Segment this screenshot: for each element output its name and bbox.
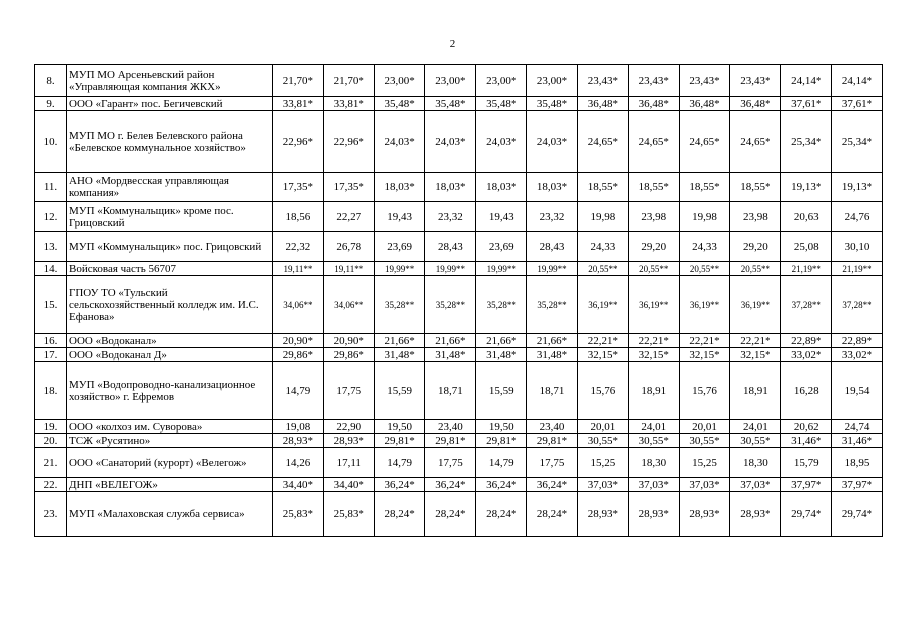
tariff-value: 21,66* — [425, 334, 476, 348]
tariff-value: 36,24* — [476, 478, 527, 492]
tariff-value: 37,03* — [730, 478, 781, 492]
tariff-value: 21,70* — [323, 65, 374, 97]
tariff-value: 23,40 — [425, 420, 476, 434]
tariff-value: 20,55** — [577, 262, 628, 276]
tariff-value: 29,20 — [730, 232, 781, 262]
tariff-value: 24,76 — [832, 202, 883, 232]
tariff-value: 16,28 — [781, 362, 832, 420]
tariff-value: 33,02* — [781, 348, 832, 362]
tariff-value: 19,13* — [832, 173, 883, 202]
table-row — [35, 334, 883, 348]
table-row — [35, 262, 883, 276]
row-number: 11. — [35, 173, 67, 202]
tariff-value: 33,81* — [273, 97, 324, 111]
tariff-value: 22,21* — [577, 334, 628, 348]
tariff-value: 29,81* — [425, 434, 476, 448]
tariff-value: 24,14* — [781, 65, 832, 97]
tariff-value: 19,98 — [679, 202, 730, 232]
tariff-value: 37,61* — [832, 97, 883, 111]
tariff-value: 36,24* — [527, 478, 578, 492]
tariff-value: 34,40* — [273, 478, 324, 492]
tariff-value: 18,55* — [730, 173, 781, 202]
tariff-value: 31,48* — [527, 348, 578, 362]
tariff-value: 24,65* — [628, 111, 679, 173]
tariff-value: 35,28** — [527, 276, 578, 334]
tariff-value: 19,99** — [374, 262, 425, 276]
tariff-value: 20,62 — [781, 420, 832, 434]
row-number: 22. — [35, 478, 67, 492]
tariff-value: 36,48* — [730, 97, 781, 111]
organization-name: МУП «Водопроводно-канализационное хозяйство» г. Ефремов — [67, 362, 273, 420]
tariff-value: 20,55** — [730, 262, 781, 276]
tariff-value: 23,43* — [628, 65, 679, 97]
tariff-value: 15,25 — [679, 448, 730, 478]
table-row — [35, 97, 883, 111]
tariff-value: 23,40 — [527, 420, 578, 434]
tariff-value: 30,55* — [679, 434, 730, 448]
tariff-value: 29,81* — [527, 434, 578, 448]
organization-name: ООО «Водоканал» — [67, 334, 273, 348]
tariff-value: 37,97* — [832, 478, 883, 492]
organization-name: МУП «Коммунальщик» кроме пос. Грицовский — [67, 202, 273, 232]
tariff-value: 19,99** — [425, 262, 476, 276]
tariff-value: 19,54 — [832, 362, 883, 420]
tariff-value: 24,03* — [374, 111, 425, 173]
tariff-value: 19,98 — [577, 202, 628, 232]
row-number: 17. — [35, 348, 67, 362]
tariff-value: 29,81* — [476, 434, 527, 448]
tariff-value: 22,32 — [273, 232, 324, 262]
tariff-value: 24,03* — [476, 111, 527, 173]
tariff-value: 23,98 — [730, 202, 781, 232]
tariff-value: 15,59 — [476, 362, 527, 420]
tariff-value: 14,79 — [374, 448, 425, 478]
tariff-value: 25,83* — [323, 492, 374, 537]
tariff-value: 19,43 — [476, 202, 527, 232]
tariff-value: 19,13* — [781, 173, 832, 202]
tariff-value: 18,30 — [628, 448, 679, 478]
tariff-value: 15,76 — [679, 362, 730, 420]
tariff-value: 14,79 — [273, 362, 324, 420]
tariff-value: 31,48* — [374, 348, 425, 362]
tariff-value: 17,75 — [425, 448, 476, 478]
tariff-value: 21,66* — [476, 334, 527, 348]
tariff-value: 35,48* — [527, 97, 578, 111]
organization-name: ТСЖ «Русятино» — [67, 434, 273, 448]
tariff-value: 32,15* — [730, 348, 781, 362]
table-row — [35, 434, 883, 448]
tariff-value: 24,01 — [628, 420, 679, 434]
tariff-value: 30,55* — [730, 434, 781, 448]
tariff-value: 22,27 — [323, 202, 374, 232]
tariff-value: 18,03* — [527, 173, 578, 202]
tariff-value: 23,43* — [679, 65, 730, 97]
tariff-value: 15,79 — [781, 448, 832, 478]
tariff-value: 23,69 — [374, 232, 425, 262]
tariff-value: 29,74* — [781, 492, 832, 537]
organization-name: ООО «Водоканал Д» — [67, 348, 273, 362]
tariff-value: 24,03* — [527, 111, 578, 173]
tariff-value: 35,28** — [476, 276, 527, 334]
tariff-value: 28,24* — [425, 492, 476, 537]
tariff-value: 19,11** — [273, 262, 324, 276]
organization-name: Войсковая часть 56707 — [67, 262, 273, 276]
tariff-value: 37,03* — [577, 478, 628, 492]
tariff-value: 35,48* — [476, 97, 527, 111]
tariff-value: 20,55** — [679, 262, 730, 276]
tariff-value: 23,32 — [425, 202, 476, 232]
row-number: 16. — [35, 334, 67, 348]
tariff-value: 34,40* — [323, 478, 374, 492]
tariff-value: 22,96* — [323, 111, 374, 173]
row-number: 13. — [35, 232, 67, 262]
tariff-value: 31,46* — [832, 434, 883, 448]
tariff-value: 29,81* — [374, 434, 425, 448]
tariff-value: 21,70* — [273, 65, 324, 97]
tariff-value: 24,65* — [577, 111, 628, 173]
tariff-value: 36,19** — [628, 276, 679, 334]
tariff-value: 29,74* — [832, 492, 883, 537]
tariff-value: 37,28** — [832, 276, 883, 334]
tariff-value: 34,06** — [323, 276, 374, 334]
organization-name: ДНП «ВЕЛЕГОЖ» — [67, 478, 273, 492]
tariff-value: 29,20 — [628, 232, 679, 262]
tariff-value: 24,33 — [577, 232, 628, 262]
tariff-value: 28,93* — [273, 434, 324, 448]
organization-name: ООО «колхоз им. Суворова» — [67, 420, 273, 434]
tariff-value: 18,91 — [628, 362, 679, 420]
tariff-value: 30,55* — [628, 434, 679, 448]
row-number: 9. — [35, 97, 67, 111]
tariff-value: 25,34* — [832, 111, 883, 173]
row-number: 10. — [35, 111, 67, 173]
tariff-value: 19,43 — [374, 202, 425, 232]
tariff-value: 33,81* — [323, 97, 374, 111]
tariff-value: 23,43* — [577, 65, 628, 97]
tariff-value: 20,90* — [323, 334, 374, 348]
tariff-value: 20,90* — [273, 334, 324, 348]
tariff-value: 20,55** — [628, 262, 679, 276]
tariff-value: 31,48* — [476, 348, 527, 362]
table-row — [35, 202, 883, 232]
tariff-value: 24,01 — [730, 420, 781, 434]
row-number: 14. — [35, 262, 67, 276]
tariff-value: 37,97* — [781, 478, 832, 492]
page-number: 2 — [449, 38, 456, 50]
tariff-value: 28,93* — [730, 492, 781, 537]
tariff-value: 18,71 — [527, 362, 578, 420]
organization-name: ГПОУ ТО «Тульский сельскохозяйственный колледж им. И.С. Ефанова» — [67, 276, 273, 334]
tariff-value: 17,35* — [323, 173, 374, 202]
organization-name: МУП «Малаховская служба сервиса» — [67, 492, 273, 537]
tariff-value: 20,01 — [679, 420, 730, 434]
tariff-value: 17,35* — [273, 173, 324, 202]
tariff-value: 23,32 — [527, 202, 578, 232]
tariff-value: 37,03* — [628, 478, 679, 492]
tariff-value: 30,10 — [832, 232, 883, 262]
tariff-value: 36,19** — [577, 276, 628, 334]
organization-name: МУП МО Арсеньевский район «Управляющая компания ЖКХ» — [67, 65, 273, 97]
tariff-value: 34,06** — [273, 276, 324, 334]
tariff-value: 25,34* — [781, 111, 832, 173]
table-row — [35, 478, 883, 492]
organization-name: МУП МО г. Белев Белевского района «Белевское коммунальное хозяйство» — [67, 111, 273, 173]
table-row — [35, 362, 883, 420]
tariff-value: 18,71 — [425, 362, 476, 420]
tariff-value: 22,90 — [323, 420, 374, 434]
tariff-value: 20,63 — [781, 202, 832, 232]
tariff-value: 28,93* — [628, 492, 679, 537]
tariff-value: 24,65* — [679, 111, 730, 173]
tariff-value: 36,48* — [628, 97, 679, 111]
tariff-value: 23,00* — [425, 65, 476, 97]
tariff-value: 25,08 — [781, 232, 832, 262]
tariff-value: 29,86* — [273, 348, 324, 362]
organization-name: МУП «Коммунальщик» пос. Грицовский — [67, 232, 273, 262]
tariff-value: 22,21* — [730, 334, 781, 348]
tariff-value: 18,03* — [476, 173, 527, 202]
tariff-value: 36,24* — [374, 478, 425, 492]
row-number: 19. — [35, 420, 67, 434]
tariff-value: 22,21* — [628, 334, 679, 348]
tariff-value: 36,48* — [577, 97, 628, 111]
table-row — [35, 232, 883, 262]
tariff-value: 23,69 — [476, 232, 527, 262]
tariff-value: 21,19** — [832, 262, 883, 276]
tariff-value: 24,33 — [679, 232, 730, 262]
tariff-value: 18,03* — [374, 173, 425, 202]
tariff-value: 36,19** — [679, 276, 730, 334]
table-row — [35, 65, 883, 97]
tariff-value: 19,99** — [527, 262, 578, 276]
tariff-value: 17,75 — [527, 448, 578, 478]
tariff-value: 22,21* — [679, 334, 730, 348]
organization-name: ООО «Гарант» пос. Бегичевский — [67, 97, 273, 111]
row-number: 8. — [35, 65, 67, 97]
tariff-value: 28,24* — [527, 492, 578, 537]
tariff-value: 24,74 — [832, 420, 883, 434]
tariff-value: 31,46* — [781, 434, 832, 448]
tariff-table — [34, 64, 883, 537]
tariff-value: 35,48* — [425, 97, 476, 111]
tariff-value: 23,98 — [628, 202, 679, 232]
tariff-value: 18,03* — [425, 173, 476, 202]
tariff-value: 35,48* — [374, 97, 425, 111]
tariff-value: 28,24* — [374, 492, 425, 537]
table-row — [35, 173, 883, 202]
tariff-value: 35,28** — [374, 276, 425, 334]
tariff-value: 22,89* — [781, 334, 832, 348]
row-number: 21. — [35, 448, 67, 478]
tariff-value: 23,43* — [730, 65, 781, 97]
tariff-value: 30,55* — [577, 434, 628, 448]
tariff-value: 37,61* — [781, 97, 832, 111]
table-row — [35, 111, 883, 173]
tariff-value: 15,76 — [577, 362, 628, 420]
tariff-value: 14,26 — [273, 448, 324, 478]
tariff-value: 29,86* — [323, 348, 374, 362]
tariff-value: 24,14* — [832, 65, 883, 97]
tariff-value: 15,59 — [374, 362, 425, 420]
tariff-value: 31,48* — [425, 348, 476, 362]
tariff-value: 23,00* — [476, 65, 527, 97]
table-row — [35, 492, 883, 537]
tariff-value: 24,03* — [425, 111, 476, 173]
tariff-value: 26,78 — [323, 232, 374, 262]
tariff-value: 18,56 — [273, 202, 324, 232]
tariff-value: 19,08 — [273, 420, 324, 434]
table-row — [35, 448, 883, 478]
table-row — [35, 348, 883, 362]
tariff-value: 32,15* — [679, 348, 730, 362]
tariff-value: 28,93* — [323, 434, 374, 448]
tariff-value: 17,11 — [323, 448, 374, 478]
tariff-value: 33,02* — [832, 348, 883, 362]
tariff-value: 36,19** — [730, 276, 781, 334]
tariff-value: 20,01 — [577, 420, 628, 434]
row-number: 12. — [35, 202, 67, 232]
tariff-value: 19,50 — [374, 420, 425, 434]
tariff-value: 32,15* — [628, 348, 679, 362]
tariff-value: 18,95 — [832, 448, 883, 478]
tariff-value: 36,48* — [679, 97, 730, 111]
tariff-value: 19,11** — [323, 262, 374, 276]
tariff-value: 19,50 — [476, 420, 527, 434]
tariff-value: 28,43 — [527, 232, 578, 262]
organization-name: АНО «Мордвесская управляющая компания» — [67, 173, 273, 202]
tariff-value: 35,28** — [425, 276, 476, 334]
tariff-value: 18,55* — [628, 173, 679, 202]
tariff-table-body — [35, 65, 883, 537]
organization-name: ООО «Санаторий (курорт) «Велегож» — [67, 448, 273, 478]
row-number: 18. — [35, 362, 67, 420]
tariff-value: 36,24* — [425, 478, 476, 492]
tariff-value: 17,75 — [323, 362, 374, 420]
table-row — [35, 276, 883, 334]
tariff-value: 32,15* — [577, 348, 628, 362]
tariff-value: 15,25 — [577, 448, 628, 478]
row-number: 23. — [35, 492, 67, 537]
tariff-value: 28,24* — [476, 492, 527, 537]
tariff-value: 23,00* — [374, 65, 425, 97]
tariff-value: 28,43 — [425, 232, 476, 262]
tariff-value: 24,65* — [730, 111, 781, 173]
tariff-value: 37,28** — [781, 276, 832, 334]
row-number: 15. — [35, 276, 67, 334]
tariff-value: 22,89* — [832, 334, 883, 348]
tariff-value: 14,79 — [476, 448, 527, 478]
tariff-value: 21,66* — [374, 334, 425, 348]
tariff-value: 18,91 — [730, 362, 781, 420]
tariff-value: 18,55* — [577, 173, 628, 202]
tariff-value: 18,55* — [679, 173, 730, 202]
tariff-value: 37,03* — [679, 478, 730, 492]
tariff-value: 23,00* — [527, 65, 578, 97]
tariff-value: 28,93* — [679, 492, 730, 537]
row-number: 20. — [35, 434, 67, 448]
tariff-value: 21,19** — [781, 262, 832, 276]
tariff-value: 18,30 — [730, 448, 781, 478]
tariff-value: 28,93* — [577, 492, 628, 537]
table-row — [35, 420, 883, 434]
tariff-value: 21,66* — [527, 334, 578, 348]
tariff-value: 25,83* — [273, 492, 324, 537]
tariff-value: 19,99** — [476, 262, 527, 276]
tariff-value: 22,96* — [273, 111, 324, 173]
